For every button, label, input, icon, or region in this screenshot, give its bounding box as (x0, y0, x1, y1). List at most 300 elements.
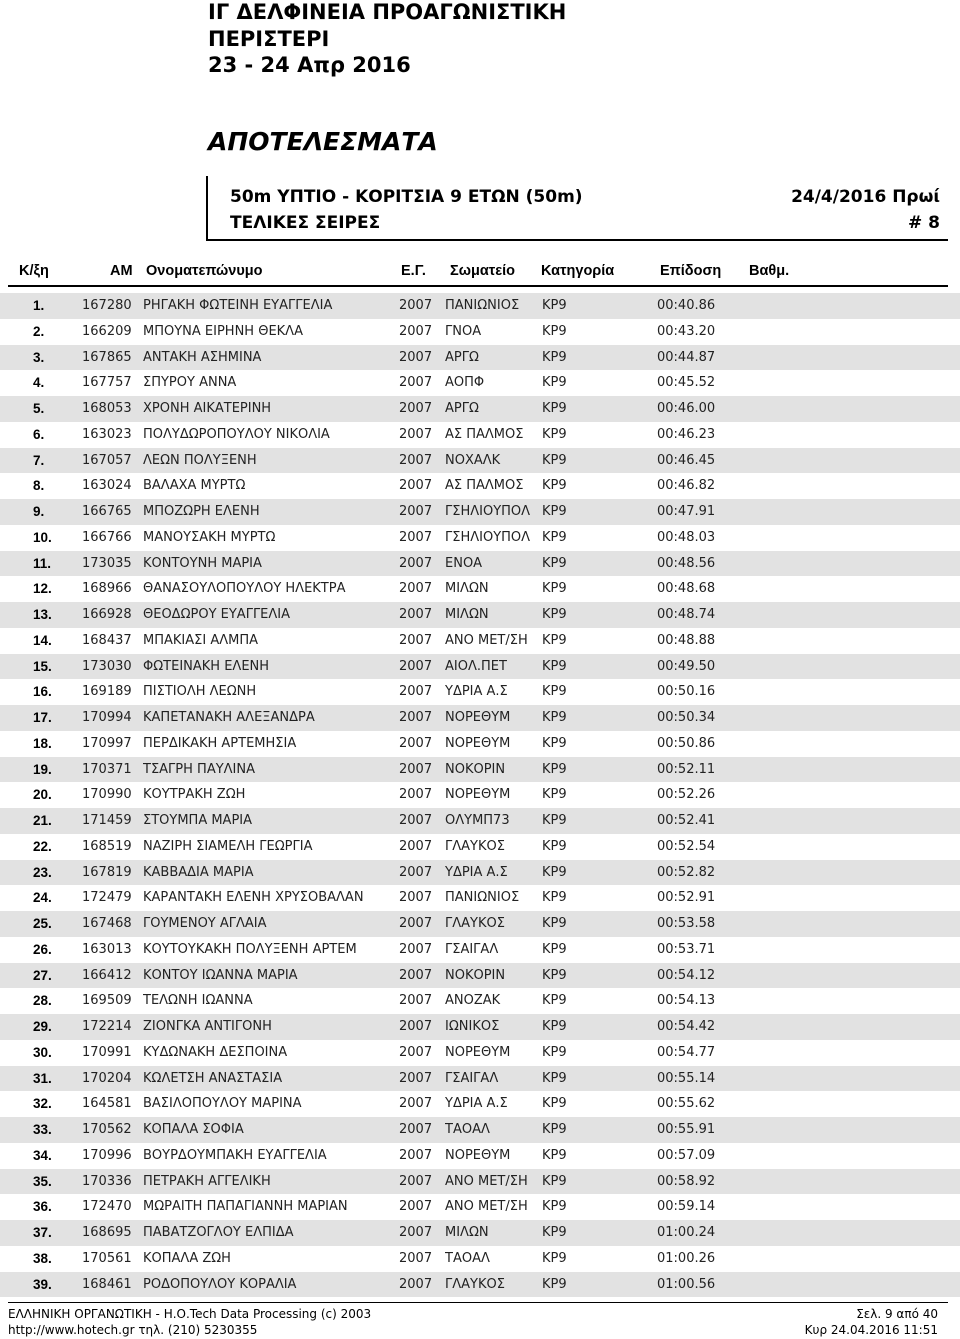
name-cell: ΚΟΝΤΟΥ ΙΩΑΝΝΑ ΜΑΡΙΑ (143, 967, 298, 983)
name-cell: ΚΩΛΕΤΣΗ ΑΝΑΣΤΑΣΙΑ (143, 1070, 283, 1086)
footer-org: ΕΛΛΗΝΙΚΗ ΟΡΓΑΝΩΤΙΚΗ - Η.Ο.Tech Data Processing (c) 2003 (8, 1307, 372, 1321)
time-cell: 00:47.91 (657, 504, 716, 519)
category-cell: ΚΡ9 (542, 323, 567, 339)
name-cell: ΠΕΤΡΑΚΗ ΑΓΓΕΛΙΚΗ (143, 1173, 271, 1189)
club-cell: ΓΣΗΛΙΟΥΠΟΛ (445, 529, 531, 545)
club-cell: ΝΟΡΕΘΥΜ (445, 1147, 511, 1163)
time-cell: 00:55.62 (657, 1096, 716, 1112)
club-cell: ΝΟΡΕΘΥΜ (445, 710, 511, 725)
rank-cell: 38. (33, 1250, 52, 1266)
club-cell: ΑΣ ΠΑΛΜΟΣ (445, 478, 524, 494)
time-cell: 00:55.14 (657, 1070, 716, 1086)
event-box (206, 176, 948, 241)
table-row (0, 1272, 960, 1298)
col-year: Ε.Γ. (401, 263, 426, 279)
year-cell: 2007 (399, 452, 433, 468)
name-cell: ΤΕΛΩΝΗ ΙΩΑΝΝΑ (143, 993, 253, 1009)
rank-cell: 10. (33, 529, 52, 545)
time-cell: 00:50.86 (657, 735, 716, 751)
rank-cell: 26. (33, 941, 52, 957)
year-cell: 2007 (399, 607, 433, 622)
table-row (0, 654, 960, 680)
col-name: Ονοματεπώνυμο (146, 263, 263, 279)
table-row (0, 885, 960, 911)
am-cell: 168053 (82, 401, 132, 416)
name-cell: ΤΣΑΓΡΗ ΠΑΥΛΙΝΑ (143, 761, 255, 777)
am-cell: 164581 (82, 1096, 132, 1112)
name-cell: ΣΤΟΥΜΠΑ ΜΑΡΙΑ (143, 813, 253, 828)
rank-cell: 22. (33, 838, 52, 854)
col-time: Επίδοση (660, 263, 722, 279)
club-cell: ΝΟΚΟΡΙΝ (445, 967, 506, 983)
club-cell: ΑΝΟ ΜΕΤ/ΣΗ (445, 632, 528, 648)
meet-venue: ΠΕΡΙΣΤΕΡΙ (208, 27, 330, 51)
rank-cell: 6. (33, 426, 45, 442)
rank-cell: 27. (33, 967, 52, 983)
name-cell: ΠΕΡΔΙΚΑΚΗ ΑΡΤΕΜΗΣΙΑ (143, 735, 297, 751)
category-cell: ΚΡ9 (542, 375, 567, 391)
time-cell: 00:46.23 (657, 426, 716, 442)
table-row (0, 1194, 960, 1220)
table-row (0, 1220, 960, 1246)
time-cell: 00:48.88 (657, 632, 716, 648)
time-cell: 00:50.16 (657, 684, 716, 700)
category-cell: ΚΡ9 (542, 916, 567, 931)
year-cell: 2007 (399, 864, 433, 880)
rank-cell: 12. (33, 581, 52, 597)
name-cell: ΠΑΒΑΤΖΟΓΛΟΥ ΕΛΠΙΔΑ (143, 1225, 294, 1240)
header-rule (8, 285, 948, 287)
table-row (0, 834, 960, 860)
am-cell: 167057 (82, 452, 132, 468)
am-cell: 166766 (82, 529, 132, 545)
year-cell: 2007 (399, 1096, 433, 1112)
rank-cell: 34. (33, 1147, 52, 1163)
year-cell: 2007 (399, 478, 433, 494)
time-cell: 00:52.91 (657, 890, 716, 906)
category-cell: ΚΡ9 (542, 581, 567, 597)
am-cell: 170997 (82, 735, 132, 751)
am-cell: 163023 (82, 426, 132, 442)
category-cell: ΚΡ9 (542, 504, 567, 519)
name-cell: ΑΝΤΑΚΗ ΑΣΗΜΙΝΑ (143, 349, 262, 365)
year-cell: 2007 (399, 684, 433, 700)
table-row (0, 602, 960, 628)
category-cell: ΚΡ9 (542, 787, 567, 803)
table-row (0, 808, 960, 834)
name-cell: ΘΑΝΑΣΟΥΛΟΠΟΥΛΟΥ ΗΛΕΚΤΡΑ (143, 581, 346, 597)
year-cell: 2007 (399, 1276, 433, 1292)
am-cell: 166928 (82, 607, 132, 622)
rank-cell: 32. (33, 1096, 52, 1112)
category-cell: ΚΡ9 (542, 1044, 567, 1060)
rank-cell: 39. (33, 1276, 52, 1292)
year-cell: 2007 (399, 1199, 433, 1215)
year-cell: 2007 (399, 529, 433, 545)
time-cell: 00:46.45 (657, 452, 716, 468)
club-cell: ΓΝΟΑ (445, 323, 482, 339)
name-cell: ΣΠΥΡΟΥ ΑΝΝΑ (143, 375, 237, 391)
rank-cell: 8. (33, 478, 45, 494)
time-cell: 00:48.68 (657, 581, 716, 597)
time-cell: 01:00.24 (657, 1225, 716, 1240)
year-cell: 2007 (399, 967, 433, 983)
name-cell: ΦΩΤΕΙΝΑΚΗ ΕΛΕΝΗ (143, 658, 270, 674)
year-cell: 2007 (399, 349, 433, 365)
category-cell: ΚΡ9 (542, 555, 567, 571)
am-cell: 166209 (82, 323, 132, 339)
rank-cell: 2. (33, 323, 45, 339)
name-cell: ΡΟΔΟΠΟΥΛΟΥ ΚΟΡΑΛΙΑ (143, 1276, 297, 1292)
rank-cell: 23. (33, 864, 52, 880)
time-cell: 00:52.11 (657, 761, 716, 777)
club-cell: ΑΣ ΠΑΛΜΟΣ (445, 426, 524, 442)
rank-cell: 5. (33, 401, 45, 416)
table-row (0, 576, 960, 602)
club-cell: ΝΟΧΑΛΚ (445, 452, 501, 468)
name-cell: ΚΥΔΩΝΑΚΗ ΔΕΣΠΟΙΝΑ (143, 1044, 288, 1060)
rank-cell: 31. (33, 1070, 52, 1086)
am-cell: 170994 (82, 710, 132, 725)
rank-cell: 24. (33, 890, 52, 906)
table-row (0, 1143, 960, 1169)
year-cell: 2007 (399, 1019, 433, 1034)
rank-cell: 33. (33, 1122, 52, 1137)
category-cell: ΚΡ9 (542, 607, 567, 622)
club-cell: ΤΑΟΑΛ (445, 1250, 490, 1266)
year-cell: 2007 (399, 1225, 433, 1240)
table-row (0, 422, 960, 448)
name-cell: ΚΟΝΤΟΥΝΗ ΜΑΡΙΑ (143, 555, 262, 571)
rank-cell: 37. (33, 1225, 52, 1240)
category-cell: ΚΡ9 (542, 684, 567, 700)
club-cell: ΟΛΥΜΠ73 (445, 813, 510, 828)
footer-page: Σελ. 9 από 40 (856, 1307, 938, 1321)
category-cell: ΚΡ9 (542, 813, 567, 828)
category-cell: ΚΡ9 (542, 1225, 567, 1240)
name-cell: ΧΡΟΝΗ ΑΙΚΑΤΕΡΙΝΗ (143, 401, 272, 416)
am-cell: 167468 (82, 916, 132, 931)
time-cell: 00:54.77 (657, 1044, 716, 1060)
name-cell: ΚΟΥΤΡΑΚΗ ΖΩΗ (143, 787, 246, 803)
am-cell: 172214 (82, 1019, 132, 1034)
name-cell: ΒΑΛΑΧΑ ΜΥΡΤΩ (143, 478, 246, 494)
rank-cell: 20. (33, 787, 52, 803)
name-cell: ΒΑΣΙΛΟΠΟΥΛΟΥ ΜΑΡΙΝΑ (143, 1096, 302, 1112)
club-cell: ΓΛΑΥΚΟΣ (445, 1276, 505, 1292)
table-row (0, 731, 960, 757)
category-cell: ΚΡ9 (542, 1173, 567, 1189)
time-cell: 00:49.50 (657, 658, 716, 674)
am-cell: 168519 (82, 838, 132, 854)
category-cell: ΚΡ9 (542, 710, 567, 725)
year-cell: 2007 (399, 1044, 433, 1060)
table-row (0, 499, 960, 525)
club-cell: ΜΙΛΩΝ (445, 581, 489, 597)
year-cell: 2007 (399, 1250, 433, 1266)
table-row (0, 628, 960, 654)
footer-rule (8, 1302, 948, 1303)
am-cell: 166765 (82, 504, 132, 519)
am-cell: 170990 (82, 787, 132, 803)
table-row (0, 370, 960, 396)
rank-cell: 29. (33, 1019, 52, 1034)
table-row (0, 473, 960, 499)
am-cell: 173030 (82, 658, 132, 674)
category-cell: ΚΡ9 (542, 1250, 567, 1266)
table-row (0, 705, 960, 731)
am-cell: 171459 (82, 813, 132, 828)
club-cell: ΑΝΟ ΜΕΤ/ΣΗ (445, 1199, 528, 1215)
club-cell: ΠΑΝΙΩΝΙΟΣ (445, 298, 520, 313)
club-cell: ΠΑΝΙΩΝΙΟΣ (445, 890, 520, 906)
club-cell: ΓΣΑΙΓΑΛ (445, 941, 499, 957)
table-row (0, 988, 960, 1014)
category-cell: ΚΡ9 (542, 735, 567, 751)
table-row (0, 1117, 960, 1143)
time-cell: 00:57.09 (657, 1147, 716, 1163)
results-table (0, 293, 960, 1297)
year-cell: 2007 (399, 890, 433, 906)
event-name: 50m ΥΠΤΙΟ - ΚΟΡΙΤΣΙΑ 9 ΕΤΩΝ (50m) (230, 187, 583, 207)
year-cell: 2007 (399, 735, 433, 751)
am-cell: 167865 (82, 349, 132, 365)
club-cell: ΕΝΟΑ (445, 555, 483, 571)
table-row (0, 293, 960, 319)
category-cell: ΚΡ9 (542, 1019, 567, 1034)
club-cell: ΑΝΟ ΜΕΤ/ΣΗ (445, 1173, 528, 1189)
club-cell: ΥΔΡΙΑ Α.Σ (445, 684, 508, 700)
table-row (0, 963, 960, 989)
category-cell: ΚΡ9 (542, 967, 567, 983)
name-cell: ΛΕΩΝ ΠΟΛΥΞΕΝΗ (143, 452, 257, 468)
name-cell: ΚΑΡΑΝΤΑΚΗ ΕΛΕΝΗ ΧΡΥΣΟΒΑΛΑΝ (143, 890, 364, 906)
club-cell: ΓΣΗΛΙΟΥΠΟΛ (445, 504, 531, 519)
am-cell: 163024 (82, 478, 132, 494)
table-row (0, 319, 960, 345)
year-cell: 2007 (399, 813, 433, 828)
time-cell: 00:54.13 (657, 993, 716, 1009)
event-date: 24/4/2016 Πρωί (791, 187, 940, 207)
rank-cell: 3. (33, 349, 45, 365)
time-cell: 00:53.71 (657, 941, 716, 957)
year-cell: 2007 (399, 401, 433, 416)
year-cell: 2007 (399, 1122, 433, 1137)
club-cell: ΓΛΑΥΚΟΣ (445, 838, 505, 854)
name-cell: ΜΠΟΥΝΑ ΕΙΡΗΝΗ ΘΕΚΛΑ (143, 323, 303, 339)
rank-cell: 17. (33, 710, 52, 725)
year-cell: 2007 (399, 504, 433, 519)
time-cell: 00:58.92 (657, 1173, 716, 1189)
rank-cell: 1. (33, 298, 45, 313)
am-cell: 170991 (82, 1044, 132, 1060)
am-cell: 166412 (82, 967, 132, 983)
club-cell: ΤΑΟΑΛ (445, 1122, 490, 1137)
col-club: Σωματείο (450, 263, 515, 279)
am-cell: 172470 (82, 1199, 132, 1215)
category-cell: ΚΡ9 (542, 1199, 567, 1215)
club-cell: ΝΟΡΕΘΥΜ (445, 787, 511, 803)
name-cell: ΠΙΣΤΙΟΛΗ ΛΕΩΝΗ (143, 684, 257, 700)
club-cell: ΓΛΑΥΚΟΣ (445, 916, 505, 931)
year-cell: 2007 (399, 323, 433, 339)
event-round: ΤΕΛΙΚΕΣ ΣΕΙΡΕΣ (230, 213, 381, 233)
table-row (0, 1040, 960, 1066)
year-cell: 2007 (399, 1147, 433, 1163)
rank-cell: 16. (33, 684, 52, 700)
am-cell: 169509 (82, 993, 132, 1009)
rank-cell: 21. (33, 813, 52, 828)
category-cell: ΚΡ9 (542, 864, 567, 880)
year-cell: 2007 (399, 632, 433, 648)
category-cell: ΚΡ9 (542, 838, 567, 854)
year-cell: 2007 (399, 916, 433, 931)
year-cell: 2007 (399, 555, 433, 571)
rank-cell: 28. (33, 993, 52, 1009)
time-cell: 00:46.00 (657, 401, 716, 416)
rank-cell: 4. (33, 375, 45, 391)
category-cell: ΚΡ9 (542, 658, 567, 674)
time-cell: 00:55.91 (657, 1122, 716, 1137)
year-cell: 2007 (399, 658, 433, 674)
category-cell: ΚΡ9 (542, 993, 567, 1009)
meet-dates: 23 - 24 Απρ 2016 (208, 53, 411, 77)
year-cell: 2007 (399, 761, 433, 777)
time-cell: 00:48.56 (657, 555, 716, 571)
year-cell: 2007 (399, 426, 433, 442)
year-cell: 2007 (399, 375, 433, 391)
time-cell: 00:52.82 (657, 864, 716, 880)
category-cell: ΚΡ9 (542, 1276, 567, 1292)
am-cell: 170561 (82, 1250, 132, 1266)
table-row (0, 860, 960, 886)
table-row (0, 1066, 960, 1092)
time-cell: 00:46.82 (657, 478, 716, 494)
table-row (0, 679, 960, 705)
year-cell: 2007 (399, 941, 433, 957)
club-cell: ΓΣΑΙΓΑΛ (445, 1070, 499, 1086)
time-cell: 00:48.03 (657, 529, 716, 545)
event-number: # 8 (908, 213, 940, 233)
category-cell: ΚΡ9 (542, 941, 567, 957)
club-cell: ΑΙΟΛ.ΠΕΤ (445, 658, 507, 674)
club-cell: ΙΩΝΙΚΟΣ (445, 1019, 500, 1034)
year-cell: 2007 (399, 710, 433, 725)
time-cell: 00:54.12 (657, 967, 716, 983)
name-cell: ΚΟΠΑΛΑ ΖΩΗ (143, 1250, 231, 1266)
am-cell: 163013 (82, 941, 132, 957)
name-cell: ΝΑΖΙΡΗ ΣΙΑΜΕΛΗ ΓΕΩΡΓΙΑ (143, 838, 313, 854)
name-cell: ΒΟΥΡΔΟΥΜΠΑΚΗ ΕΥΑΓΓΕΛΙΑ (143, 1147, 327, 1163)
rank-cell: 7. (33, 452, 45, 468)
name-cell: ΚΑΒΒΑΔΙΑ ΜΑΡΙΑ (143, 864, 254, 880)
time-cell: 00:40.86 (657, 298, 716, 313)
time-cell: 00:53.58 (657, 916, 716, 931)
table-row (0, 448, 960, 474)
year-cell: 2007 (399, 787, 433, 803)
table-row (0, 1169, 960, 1195)
table-row (0, 937, 960, 963)
year-cell: 2007 (399, 298, 433, 313)
name-cell: ΘΕΟΔΩΡΟΥ ΕΥΑΓΓΕΛΙΑ (143, 607, 291, 622)
category-cell: ΚΡ9 (542, 298, 567, 313)
name-cell: ΓΟΥΜΕΝΟΥ ΑΓΛΑΙΑ (143, 916, 267, 931)
rank-cell: 30. (33, 1044, 52, 1060)
col-category: Κατηγορία (541, 263, 615, 279)
col-points: Βαθμ. (749, 263, 790, 279)
rank-cell: 19. (33, 761, 52, 777)
name-cell: ΠΟΛΥΔΩΡΟΠΟΥΛΟΥ ΝΙΚΟΛΙΑ (143, 426, 330, 442)
year-cell: 2007 (399, 1173, 433, 1189)
am-cell: 168437 (82, 632, 132, 648)
time-cell: 00:54.42 (657, 1019, 716, 1034)
time-cell: 00:50.34 (657, 710, 716, 725)
am-cell: 170336 (82, 1173, 132, 1189)
col-am: ΑΜ (110, 263, 133, 279)
club-cell: ΥΔΡΙΑ Α.Σ (445, 1096, 508, 1112)
rank-cell: 14. (33, 632, 52, 648)
time-cell: 00:52.41 (657, 813, 716, 828)
am-cell: 173035 (82, 555, 132, 571)
time-cell: 00:43.20 (657, 323, 716, 339)
club-cell: ΝΟΡΕΘΥΜ (445, 735, 511, 751)
table-row (0, 1091, 960, 1117)
rank-cell: 35. (33, 1173, 52, 1189)
category-cell: ΚΡ9 (542, 1096, 567, 1112)
name-cell: ΜΠΑΚΙΑΣΙ ΑΛΜΠΑ (143, 632, 258, 648)
rank-cell: 13. (33, 607, 52, 622)
am-cell: 167757 (82, 375, 132, 391)
name-cell: ΡΗΓΑΚΗ ΦΩΤΕΙΝΗ ΕΥΑΓΓΕΛΙΑ (143, 298, 333, 313)
am-cell: 170562 (82, 1122, 132, 1137)
rank-cell: 15. (33, 658, 52, 674)
time-cell: 00:52.26 (657, 787, 716, 803)
year-cell: 2007 (399, 1070, 433, 1086)
rank-cell: 9. (33, 504, 45, 519)
col-rank: Κ/ξη (19, 263, 49, 279)
club-cell: ΝΟΚΟΡΙΝ (445, 761, 506, 777)
year-cell: 2007 (399, 993, 433, 1009)
rank-cell: 25. (33, 916, 52, 931)
category-cell: ΚΡ9 (542, 529, 567, 545)
table-row (0, 1246, 960, 1272)
time-cell: 01:00.26 (657, 1250, 716, 1266)
category-cell: ΚΡ9 (542, 349, 567, 365)
category-cell: ΚΡ9 (542, 1070, 567, 1086)
name-cell: ΜΑΝΟΥΣΑΚΗ ΜΥΡΤΩ (143, 529, 276, 545)
am-cell: 168966 (82, 581, 132, 597)
name-cell: ΖΙΟΝΓΚΑ ΑΝΤΙΓΟΝΗ (143, 1019, 272, 1034)
table-row (0, 525, 960, 551)
rank-cell: 18. (33, 735, 52, 751)
club-cell: ΝΟΡΕΘΥΜ (445, 1044, 511, 1060)
name-cell: ΚΟΥΤΟΥΚΑΚΗ ΠΟΛΥΞΕΝΗ ΑΡΤΕΜ (143, 941, 357, 957)
club-cell: ΜΙΛΩΝ (445, 607, 489, 622)
table-row (0, 757, 960, 783)
table-row (0, 396, 960, 422)
category-cell: ΚΡ9 (542, 426, 567, 442)
results-heading: ΑΠΟΤΕΛΕΣΜΑΤΑ (208, 127, 438, 156)
club-cell: ΑΡΓΩ (445, 401, 479, 416)
year-cell: 2007 (399, 581, 433, 597)
am-cell: 169189 (82, 684, 132, 700)
category-cell: ΚΡ9 (542, 761, 567, 777)
meet-title: ΙΓ ΔΕΛΦΙΝΕΙΑ ΠΡΟΑΓΩΝΙΣΤΙΚΗ (208, 0, 567, 24)
am-cell: 170371 (82, 761, 132, 777)
table-row (0, 551, 960, 577)
am-cell: 167819 (82, 864, 132, 880)
name-cell: ΜΠΟΖΩΡΗ ΕΛΕΝΗ (143, 504, 260, 519)
